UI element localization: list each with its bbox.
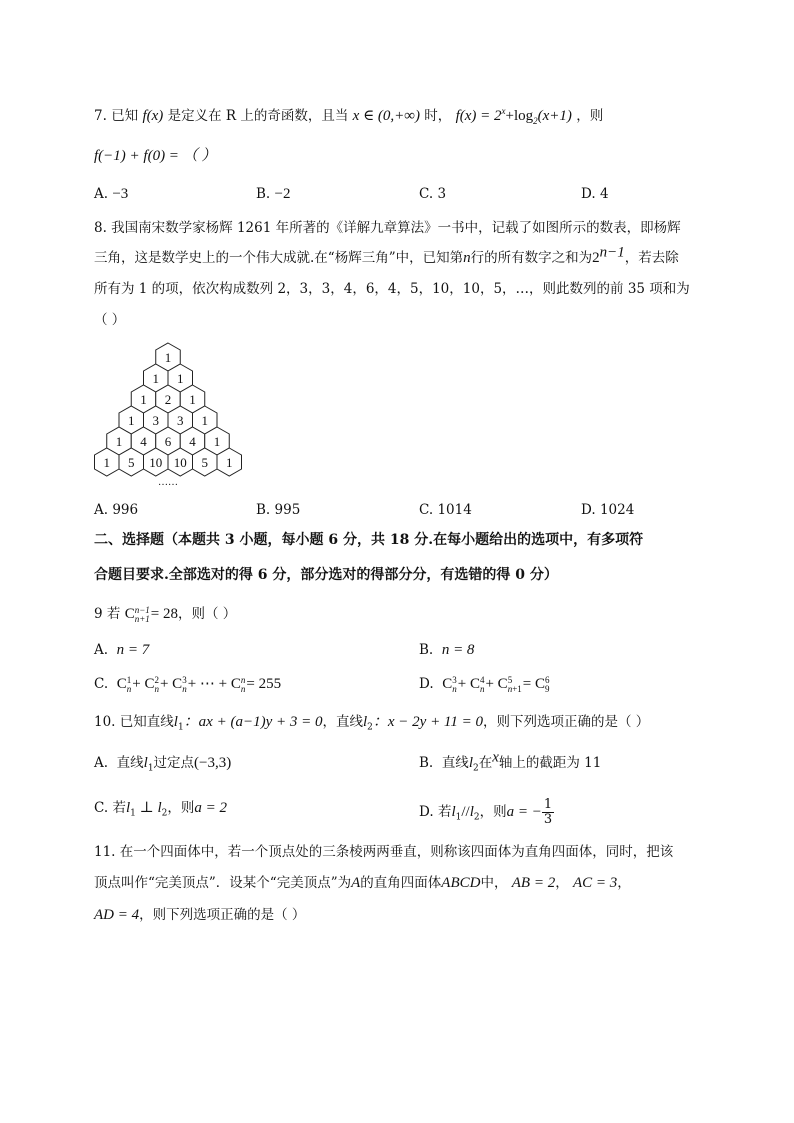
option-value: −3 (112, 186, 129, 202)
q10-option-b-text: 直线 (441, 755, 469, 771)
q9-option-b[interactable] (419, 640, 474, 660)
triangle-cell-value: 1 (201, 413, 208, 428)
triangle-cell-value: 4 (189, 434, 196, 449)
q10-number: 10. 已知直线 (94, 714, 174, 730)
fraction-numerator: 1 (543, 797, 553, 812)
option-value: 995 (274, 502, 301, 518)
q10-option-a-text: 直线 (116, 755, 144, 771)
option-value: n = 7 (116, 642, 150, 658)
option-value: 1014 (437, 502, 472, 518)
q9-number: 9 若 (94, 606, 121, 622)
q9-option-d[interactable] (419, 674, 550, 694)
triangle-cell-value: 1 (128, 413, 135, 428)
q9-option-c-tail: = 255 (246, 676, 282, 692)
q10-eq1: ：ax + (a−1)y + 3 = 0 (183, 714, 323, 730)
q10-option-d[interactable]: D. 若$l_1//l_2$，则a = − $\frac{1}{3}$ (419, 797, 553, 827)
option-label: A. (94, 502, 109, 518)
section2-header-line2: 合题目要求.全部选对的得 6 分，部分选对的得部分分，有选错的得 0 分） (94, 567, 558, 583)
option-value: 1024 (599, 502, 635, 518)
fraction-denominator: 3 (543, 812, 553, 827)
q10-mid: ，直线 (322, 714, 363, 730)
q7-log-arg: (x+1) (537, 108, 572, 124)
q10-tail: ，则下列选项正确的是（ ） (482, 714, 650, 730)
q9-sub: n+1 (134, 613, 150, 624)
q10-option-c-text: 若 (112, 800, 126, 816)
triangle-cell-value: 2 (164, 392, 172, 407)
q10-option-d-fraction (542, 798, 554, 827)
q8-text-a: 三角，这是数学史上的一个伟大成就.在“杨辉三角”中，已知第 (94, 250, 464, 266)
q7-text-a: 已知 (111, 108, 139, 124)
q9-equation: = 28 (150, 606, 178, 622)
section2-header-line1: 二、选择题（本题共 3 小题，每小题 6 分，共 18 分.在每小题给出的选项中，有多项符 (94, 532, 644, 548)
q11-text-a: 顶点叫作“完美顶点”．设某个“完美顶点”为 (94, 875, 352, 891)
q8-line4: （ ） (94, 312, 126, 328)
q11-line1: 11. 在一个四面体中，若一个顶点处的三条棱两两垂直，则称该四面体为直角四面体，同时，把该 (94, 844, 674, 860)
q11-text-c: 中， (480, 875, 508, 891)
q11-ac: AC = 3 (573, 875, 618, 891)
q9-option-a[interactable] (94, 640, 149, 660)
q9-stem: 9 若 Cn−1 n+1= 28，则（ ） (94, 604, 237, 624)
q10-option-c-value: a = 2 (194, 800, 227, 816)
triangle-cell-value: 1 (140, 392, 147, 407)
q10-option-b-text-b: 在 (478, 755, 493, 771)
q8-option-b[interactable] (256, 500, 300, 520)
q10-option-a-text-b: 过定点 (153, 755, 195, 771)
q10-option-b-x: x (492, 749, 499, 766)
q9-option-d-expr: C3 n+ C4 n+ C5 n+1= C6 9 (442, 674, 550, 694)
q7-expr: f(x) = 2 (455, 108, 502, 124)
option-label: B. (256, 502, 271, 518)
q11-text-b: 的直角四面体 (360, 875, 442, 891)
triangle-cell-value: 4 (140, 434, 147, 449)
option-label: B. (419, 642, 434, 658)
option-label: A. (94, 186, 109, 202)
q10-option-c-text-b: ，则 (167, 800, 195, 816)
q10-option-a[interactable]: A. 直线$l_1$过定点(−3,3) (94, 755, 232, 774)
triangle-cell-value: 10 (173, 455, 187, 470)
q7-fx: f(x) (142, 108, 164, 124)
q7-option-c[interactable] (419, 184, 446, 204)
q7-log: +log (505, 108, 534, 124)
q8-option-d[interactable] (581, 500, 634, 520)
q8-text-b: 行的所有数字之和为 (470, 250, 593, 266)
triangle-ellipsis: …… (158, 477, 178, 488)
q8-power-base: 2 (592, 250, 600, 266)
option-value: 996 (112, 502, 139, 518)
q10-option-d-text-b: ，则 (479, 804, 507, 820)
q7-exp: x (501, 106, 506, 116)
q11-line2: 顶点叫作“完美顶点”．设某个“完美顶点”为A的直角四面体ABCD中， AB = 2， AC = 3， (94, 875, 631, 891)
option-label: A. (94, 755, 109, 771)
triangle-cell-value: 1 (226, 455, 233, 470)
q7-function-def (456, 108, 572, 124)
q7-number: 7. (94, 108, 107, 124)
triangle-cell-value: 3 (152, 413, 159, 428)
q7-log-base: 2 (533, 116, 538, 126)
q10-option-b-text-c: 轴上的截距为 11 (498, 755, 602, 771)
q7-condition: x ∈ (0,+∞) (352, 108, 420, 124)
q7-option-a[interactable] (94, 184, 128, 204)
triangle-cell-value: 1 (103, 455, 110, 470)
q8-option-c[interactable] (419, 500, 472, 520)
q10-stem: 10. 已知直线$l_1$：ax + (a−1)y + 3 = 0，直线$l_2$：x − 2y + 11 = 0，则下列选项正确的是（ ） (94, 714, 650, 733)
q8-text-c: ，若去除 (624, 250, 679, 266)
q7-text-b: 是定义在 R 上的奇函数，且当 (167, 108, 349, 124)
option-value: n = 8 (441, 642, 475, 658)
option-label: C. (419, 186, 434, 202)
option-value: 4 (599, 186, 609, 202)
q7-line1 (94, 106, 603, 126)
option-label: D. (419, 804, 434, 820)
q7-text-c: 时， (424, 108, 452, 124)
triangle-cell-value: 1 (177, 371, 184, 386)
q10-option-d-value: a = − (506, 804, 542, 820)
q8-line2 (94, 244, 679, 268)
q11-ad: AD = 4 (94, 907, 140, 923)
q9-tail: ，则（ ） (178, 606, 237, 622)
q9-option-c[interactable] (94, 674, 281, 694)
q11-vertex-a: A (351, 875, 361, 891)
option-label: C. (94, 676, 109, 692)
triangle-cell-value: 6 (164, 434, 172, 449)
option-label: A. (94, 642, 109, 658)
triangle-cell-value: 5 (201, 455, 208, 470)
triangle-cell-value: 1 (152, 371, 159, 386)
q9-option-c-expr: C1 n+ C2 n+ C3 n+ ⋯ + Cn n= 255 (116, 674, 282, 694)
q9-option-d-sup: 6 (544, 674, 550, 685)
triangle-cell-value: 10 (149, 455, 163, 470)
q8-line3: 所有为 1 的项，依次构成数列 2，3，3，4，6，4，5，10，10，5，…，则此数列的前 35 项和为 (94, 281, 690, 297)
triangle-cell-value: 3 (177, 413, 184, 428)
triangle-cell-value: 5 (128, 455, 135, 470)
q7-text-d: ，则 (576, 108, 604, 124)
option-label: C. (94, 800, 109, 816)
q10-option-d-text: 若 (437, 804, 452, 820)
triangle-cell-value: 1 (213, 434, 221, 449)
option-label: B. (256, 186, 271, 202)
triangle-cell-value: 1 (164, 350, 172, 365)
option-label: D. (419, 676, 434, 692)
q8-line1: 8. 我国南宋数学家杨辉 1261 年所著的《详解九章算法》一书中，记载了如图所示的数表，即杨辉 (94, 220, 681, 236)
q8-option-a[interactable] (94, 500, 138, 520)
triangle-cell-value: 1 (115, 434, 123, 449)
q11-ab: AB = 2 (511, 875, 556, 891)
option-label: D. (581, 186, 596, 202)
option-label: B. (419, 755, 434, 771)
q7-option-b[interactable] (256, 184, 290, 204)
option-label: C. (419, 502, 434, 518)
q7-line2: f(−1) + f(0) = （ ） (94, 148, 217, 164)
q11-tetrahedron: ABCD (441, 875, 481, 891)
q10-option-c[interactable]: C. 若$l_1$ ⊥ $l_2$，则a = 2 (94, 800, 227, 819)
q8-power-exp: n−1 (599, 244, 625, 261)
q10-l1: l (173, 714, 178, 730)
yang-hui-triangle-figure (90, 340, 250, 492)
q9-sup: n−1 (134, 604, 150, 615)
q11-tail: ，则下列选项正确的是（ ） (139, 907, 306, 923)
q10-option-a-point: (−3,3) (194, 755, 232, 771)
q10-eq2: ：x − 2y + 11 = 0 (372, 714, 483, 730)
q7-option-d[interactable] (581, 184, 609, 204)
q11-line3 (94, 905, 305, 925)
triangle-cell-value: 1 (189, 392, 196, 407)
q10-option-b[interactable]: B. 直线$l_2$在$^x$轴上的截距为 11 (419, 749, 602, 774)
q9-option-d-tail: = C (522, 676, 545, 692)
option-value: −2 (274, 186, 291, 202)
q9-option-d-sub: 9 (544, 683, 550, 694)
option-label: D. (581, 502, 596, 518)
option-value: 3 (437, 186, 447, 202)
q8-n: n (463, 250, 471, 266)
